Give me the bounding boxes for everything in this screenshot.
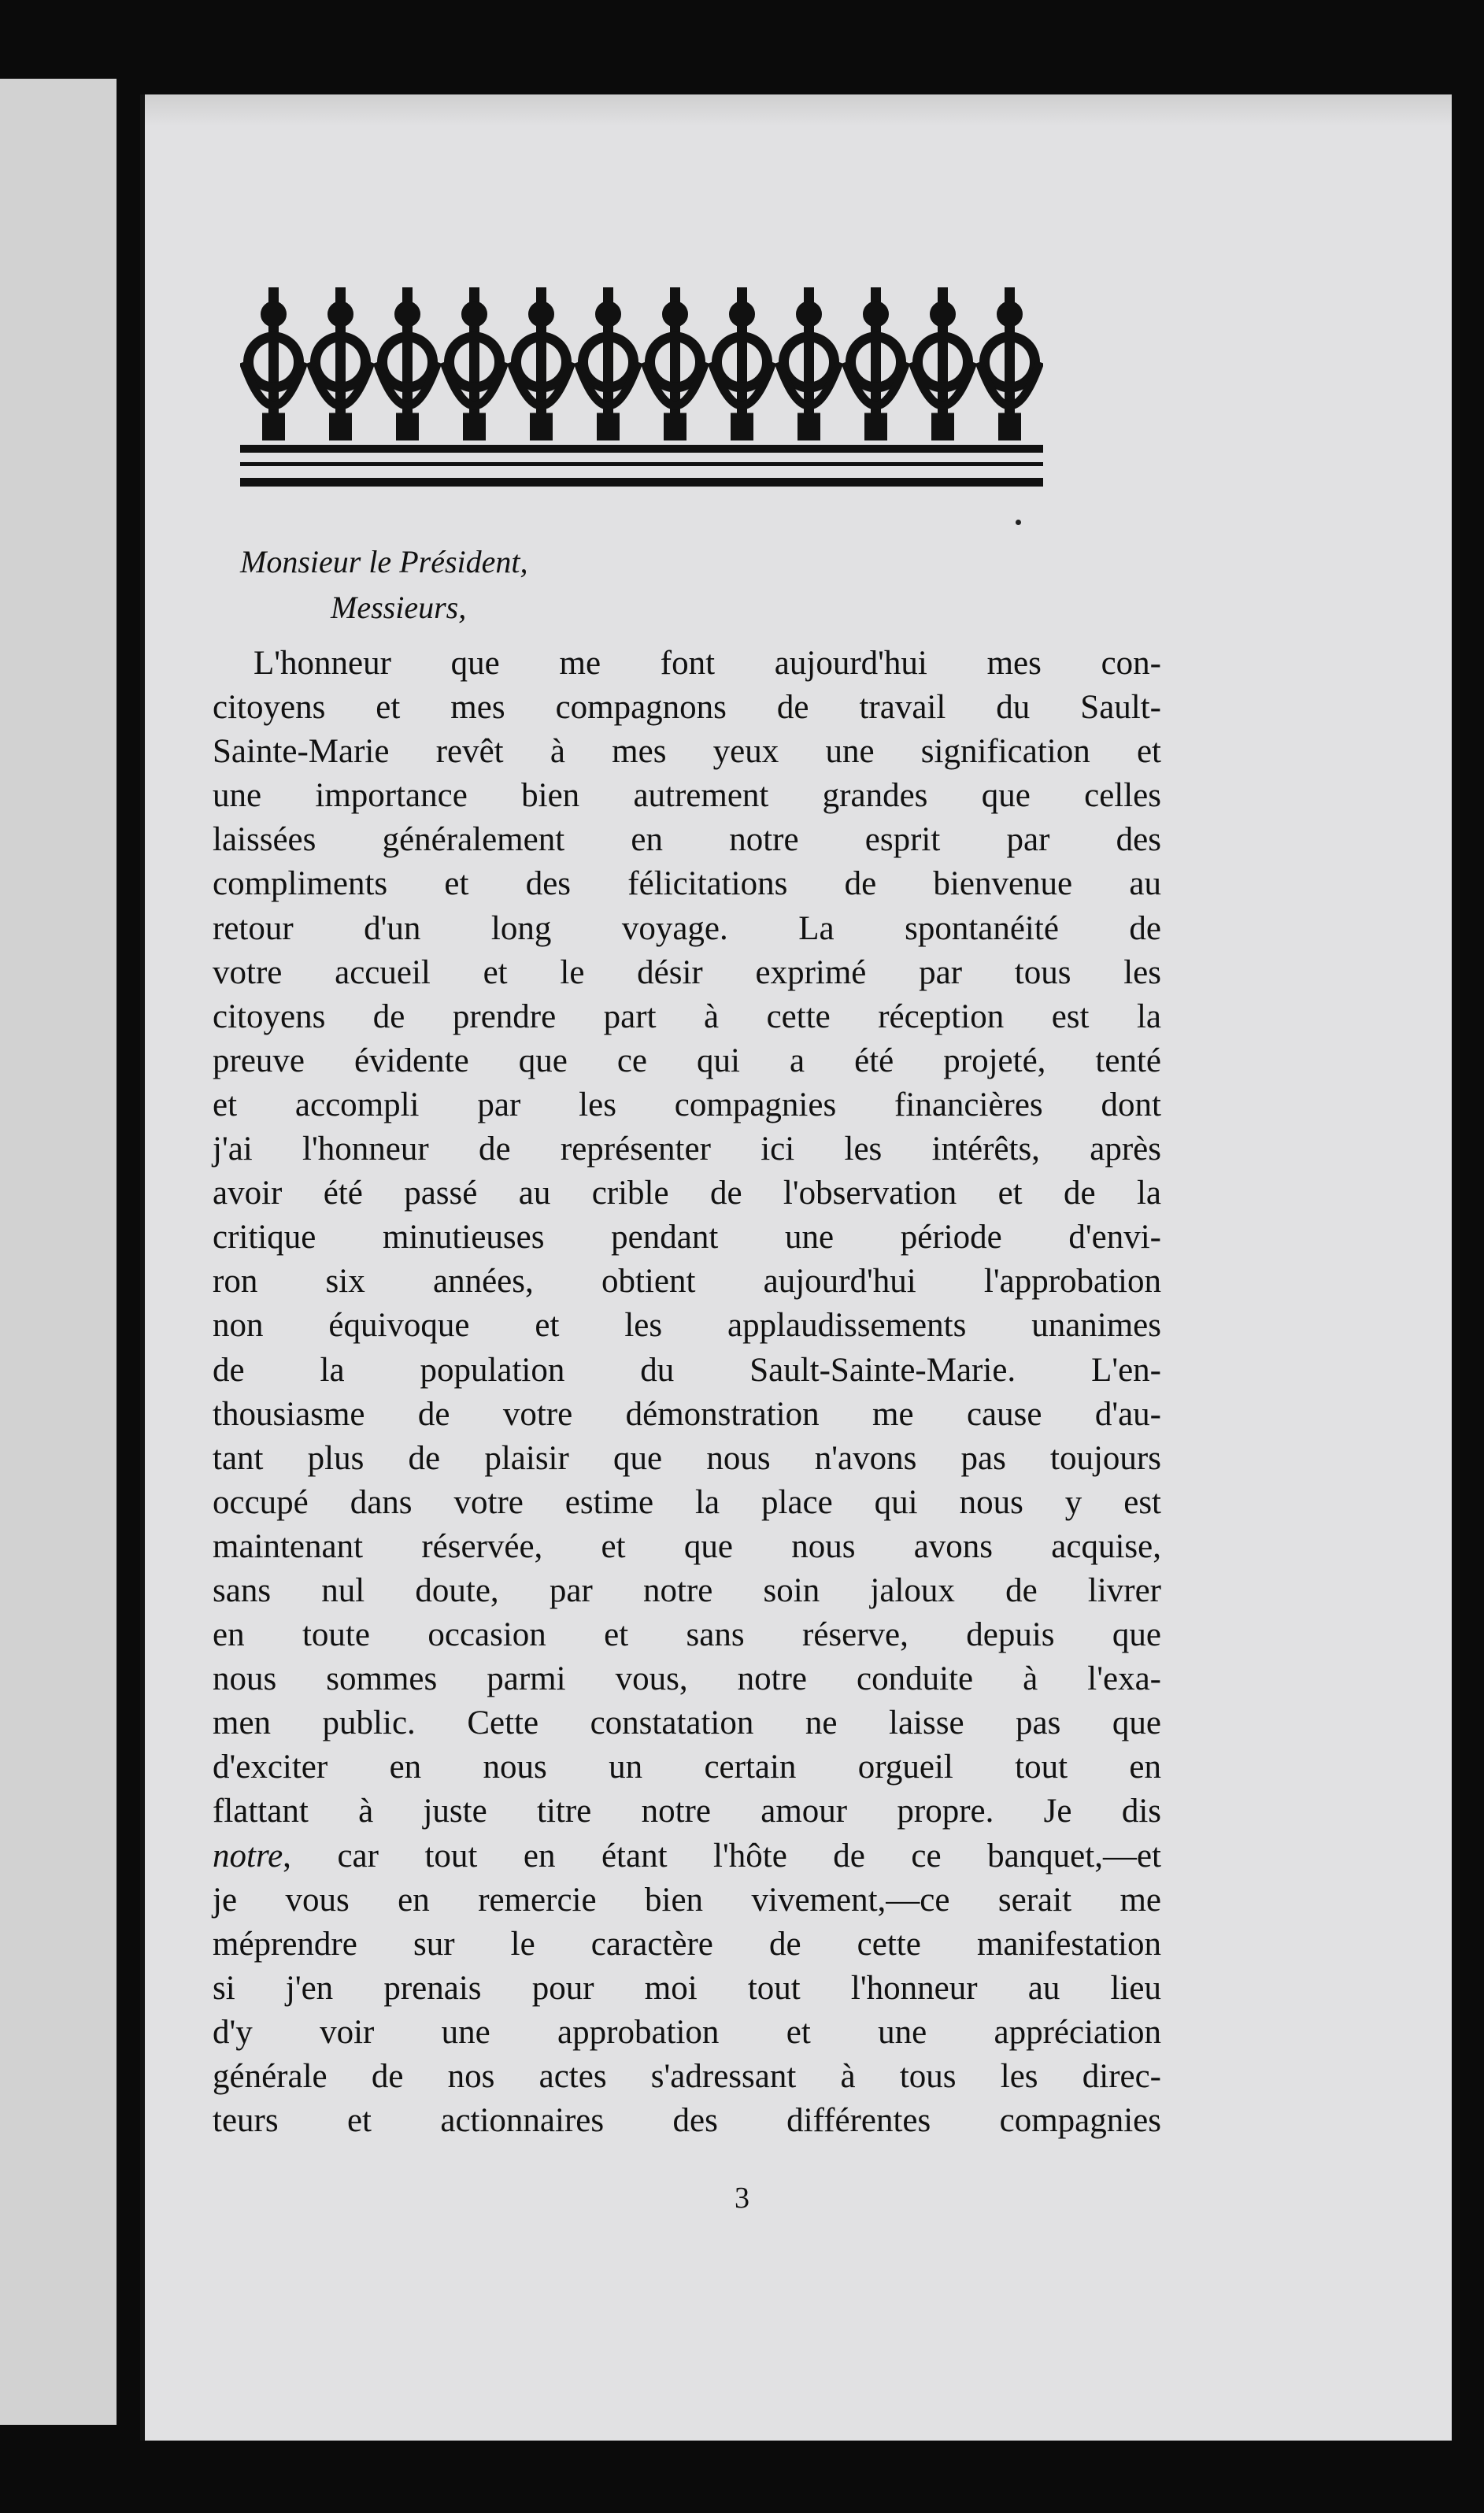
text-line-content: une importance bien autrement grandes que celles (213, 777, 1161, 815)
salutation-line-1: Monsieur le Président, (240, 544, 528, 579)
text-line-content: L'honneur que me font aujourd'hui mes con- (254, 645, 1161, 682)
text-line (213, 2011, 1161, 2055)
text-line (213, 995, 1161, 1039)
salutation (240, 539, 1067, 631)
text-line (213, 862, 1161, 906)
ornament-fleuron (511, 287, 572, 440)
text-line (213, 1878, 1161, 1923)
printing-speck (1016, 520, 1021, 525)
text-line-content: d'exciter en nous un certain orgueil tout en (213, 1749, 1161, 1786)
text-line-content: maintenant réservée, et que nous avons acquise, (213, 1527, 1161, 1565)
text-line (213, 1834, 1161, 1878)
text-line (213, 1216, 1161, 1260)
page-top-edge (145, 94, 1452, 126)
text-line (213, 686, 1161, 730)
text-line-content: men public. Cette constatation ne laisse pas que (213, 1704, 1161, 1742)
text-line (213, 1967, 1161, 2011)
text-line (213, 1569, 1161, 1613)
text-line-content: retour d'un long voyage. La spontanéité de (213, 909, 1161, 947)
text-line-content: non équivoque et les applaudissements unanimes (213, 1307, 1161, 1345)
text-line-content: Sainte-Marie revêt à mes yeux une signification et (213, 733, 1161, 771)
text-line (213, 1171, 1161, 1216)
text-line-content: je vous en remercie bien vivement,—ce serait me (213, 1881, 1161, 1919)
text-line-content: thousiasme de votre démonstration me cause d'au- (213, 1395, 1161, 1433)
body-paragraph (213, 642, 1161, 2143)
text-line-content: flattant à juste titre notre amour propre. Je dis (213, 1793, 1161, 1830)
text-line (213, 1701, 1161, 1745)
text-line (213, 2055, 1161, 2099)
text-line (213, 1260, 1161, 1304)
text-line-content: de la population du Sault-Sainte-Marie. L'en- (213, 1351, 1161, 1389)
text-line (213, 818, 1161, 862)
ornament-fleuron (377, 287, 438, 440)
emphasized-word: notre (213, 1837, 283, 1875)
adjacent-page-edge (0, 79, 117, 2425)
ornament-fleuron (444, 287, 505, 440)
ornament-rule-top (240, 445, 1043, 453)
text-line (213, 1393, 1161, 1437)
ornament-fleuron (712, 287, 772, 440)
text-line-content: ron six années, obtient aujourd'hui l'approbation (213, 1263, 1161, 1301)
ornament-fleuron (979, 287, 1040, 440)
text-line-content: laissées généralement en notre esprit par des (213, 821, 1161, 859)
text-line-content: compliments et des félicitations de bienvenue au (213, 865, 1161, 903)
text-line (213, 1657, 1161, 1701)
text-line (213, 1923, 1161, 1967)
text-line (213, 1127, 1161, 1171)
text-line (213, 1039, 1161, 1083)
text-line (213, 1481, 1161, 1525)
ornament-fleuron (846, 287, 906, 440)
text-line-content: critique minutieuses pendant une période d'envi- (213, 1219, 1161, 1256)
text-line (213, 1437, 1161, 1481)
text-line (213, 730, 1161, 774)
ornament-fleuron (645, 287, 705, 440)
text-line (213, 1613, 1161, 1657)
text-line-content: avoir été passé au crible de l'observation et de la (213, 1175, 1161, 1212)
text-line-content: et accompli par les compagnies financières dont (213, 1086, 1161, 1123)
decorative-header-border (240, 287, 1043, 516)
page-number: 3 (735, 2182, 749, 2215)
text-line-content: méprendre sur le caractère de cette manifestation (213, 1925, 1161, 1963)
text-line (213, 1745, 1161, 1789)
text-line (213, 1304, 1161, 1348)
ornament-fleuron (578, 287, 638, 440)
text-line-content: générale de nos actes s'adressant à tous les direc- (213, 2058, 1161, 2095)
text-line-content: teurs et actionnaires des différentes compagnies (213, 2102, 1161, 2140)
text-line (213, 2099, 1161, 2143)
text-line-content: j'ai l'honneur de représenter ici les intérêts, après (213, 1131, 1161, 1168)
ornament-units (243, 287, 1040, 440)
text-line (213, 1525, 1161, 1569)
text-line-content: sans nul doute, par notre soin jaloux de livrer (213, 1571, 1161, 1609)
ornament-fleuron (779, 287, 839, 440)
text-line-content: citoyens et mes compagnons de travail du Sault- (213, 689, 1161, 727)
text-line (213, 1349, 1161, 1393)
ornament-fleuron (310, 287, 371, 440)
text-line-content: occupé dans votre estime la place qui nous y est (213, 1483, 1161, 1521)
salutation-line-2: Messieurs, (331, 590, 467, 625)
text-line (213, 907, 1161, 951)
text-line-content: tant plus de plaisir que nous n'avons pas toujours (213, 1439, 1161, 1477)
text-line-content: en toute occasion et sans réserve, depuis que (213, 1616, 1161, 1654)
ornament-fleuron (243, 287, 304, 440)
text-line-content: votre accueil et le désir exprimé par tous les (213, 953, 1161, 991)
text-line (213, 951, 1161, 995)
ornament-rule-middle (240, 462, 1043, 466)
text-line (213, 1083, 1161, 1127)
text-line-content: , car tout en étant l'hôte de ce banquet,—et (283, 1837, 1161, 1875)
text-line (213, 642, 1161, 686)
ornament-rule-bottom (240, 478, 1043, 487)
text-line (213, 1789, 1161, 1834)
text-line-content: preuve évidente que ce qui a été projeté, tenté (213, 1042, 1161, 1079)
text-line-content: d'y voir une approbation et une appréciation (213, 2013, 1161, 2051)
text-line-content: si j'en prenais pour moi tout l'honneur au lieu (213, 1969, 1161, 2007)
text-line (213, 774, 1161, 818)
ornament-fleuron (912, 287, 973, 440)
text-line-content: nous sommes parmi vous, notre conduite à l'exa- (213, 1660, 1161, 1698)
text-line-content: citoyens de prendre part à cette réception est la (213, 997, 1161, 1035)
